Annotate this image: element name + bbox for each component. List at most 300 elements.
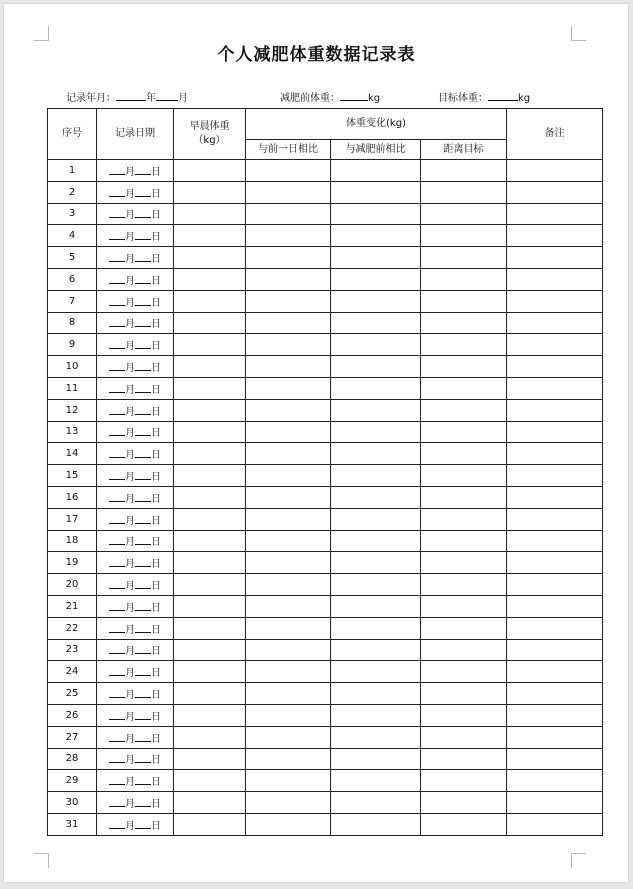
row-vs-pre-diet-cell[interactable]: [331, 661, 421, 683]
row-notes-cell[interactable]: [507, 181, 603, 203]
day-blank[interactable]: [135, 187, 151, 197]
month-blank[interactable]: [109, 753, 125, 763]
row-vs-previous-day-cell[interactable]: [246, 421, 331, 443]
row-index: 28: [48, 748, 97, 770]
table-row: [48, 225, 603, 247]
row-vs-previous-day-cell[interactable]: [246, 639, 331, 661]
row-to-target-cell[interactable]: [421, 399, 507, 421]
day-blank[interactable]: [135, 361, 151, 371]
row-to-target-cell[interactable]: [421, 770, 507, 792]
row-date-cell[interactable]: [97, 704, 174, 726]
day-char: 日: [151, 254, 161, 266]
row-date-cell[interactable]: [97, 334, 174, 356]
row-date-cell[interactable]: [97, 160, 174, 182]
row-vs-previous-day-cell[interactable]: [246, 508, 331, 530]
row-date-cell[interactable]: [97, 421, 174, 443]
day-blank[interactable]: [135, 274, 151, 284]
header-date: 记录日期: [97, 109, 174, 160]
day-blank[interactable]: [135, 165, 151, 175]
document-title: 个人减肥体重数据记录表: [217, 45, 416, 65]
row-notes-cell[interactable]: [507, 290, 603, 312]
row-index: 1: [48, 160, 97, 182]
record-month-label: 记录年月：: [66, 93, 116, 104]
row-vs-previous-day-cell[interactable]: [246, 465, 331, 487]
row-to-target-cell[interactable]: [421, 595, 507, 617]
row-morning-weight-cell[interactable]: [174, 465, 246, 487]
row-morning-weight-cell[interactable]: [174, 377, 246, 399]
day-blank[interactable]: [135, 317, 151, 327]
row-index: 27: [48, 726, 97, 748]
row-to-target-cell[interactable]: [421, 617, 507, 639]
table-row: [48, 813, 603, 835]
day-char: 日: [151, 581, 161, 593]
month-blank[interactable]: [109, 448, 125, 458]
row-notes-cell[interactable]: [507, 748, 603, 770]
row-morning-weight-cell[interactable]: [174, 530, 246, 552]
month-blank[interactable]: [109, 187, 125, 197]
month-blank[interactable]: [109, 492, 125, 502]
row-vs-previous-day-cell[interactable]: [246, 617, 331, 639]
day-blank[interactable]: [135, 710, 151, 720]
row-date-cell[interactable]: [97, 465, 174, 487]
row-vs-previous-day-cell[interactable]: [246, 792, 331, 814]
row-morning-weight-cell[interactable]: [174, 813, 246, 835]
row-morning-weight-cell[interactable]: [174, 574, 246, 596]
row-vs-pre-diet-cell[interactable]: [331, 247, 421, 269]
row-morning-weight-cell[interactable]: [174, 770, 246, 792]
row-vs-pre-diet-cell[interactable]: [331, 334, 421, 356]
row-notes-cell[interactable]: [507, 247, 603, 269]
row-morning-weight-cell[interactable]: [174, 792, 246, 814]
row-notes-cell[interactable]: [507, 465, 603, 487]
row-vs-pre-diet-cell[interactable]: [331, 595, 421, 617]
row-morning-weight-cell[interactable]: [174, 595, 246, 617]
day-char: 日: [151, 602, 161, 614]
row-to-target-cell[interactable]: [421, 247, 507, 269]
day-blank[interactable]: [135, 579, 151, 589]
day-char: 日: [151, 406, 161, 418]
row-vs-previous-day-cell[interactable]: [246, 399, 331, 421]
row-vs-pre-diet-cell[interactable]: [331, 160, 421, 182]
row-morning-weight-cell[interactable]: [174, 334, 246, 356]
row-date-cell[interactable]: [97, 530, 174, 552]
row-to-target-cell[interactable]: [421, 160, 507, 182]
day-blank[interactable]: [135, 753, 151, 763]
day-blank[interactable]: [135, 383, 151, 393]
day-blank[interactable]: [135, 492, 151, 502]
month-char: 月: [125, 210, 135, 222]
row-date-cell[interactable]: [97, 486, 174, 508]
row-morning-weight-cell[interactable]: [174, 203, 246, 225]
row-index: 6: [48, 268, 97, 290]
row-notes-cell[interactable]: [507, 726, 603, 748]
row-vs-previous-day-cell[interactable]: [246, 247, 331, 269]
row-morning-weight-cell[interactable]: [174, 639, 246, 661]
month-blank[interactable]: [109, 797, 125, 807]
row-morning-weight-cell[interactable]: [174, 726, 246, 748]
row-vs-previous-day-cell[interactable]: [246, 160, 331, 182]
row-notes-cell[interactable]: [507, 813, 603, 835]
row-vs-previous-day-cell[interactable]: [246, 268, 331, 290]
day-blank[interactable]: [135, 601, 151, 611]
row-notes-cell[interactable]: [507, 486, 603, 508]
month-char: 月: [125, 559, 135, 571]
month-char: 月: [125, 166, 135, 178]
day-blank[interactable]: [135, 470, 151, 480]
row-notes-cell[interactable]: [507, 312, 603, 334]
row-vs-pre-diet-cell[interactable]: [331, 268, 421, 290]
row-date-cell[interactable]: [97, 268, 174, 290]
row-morning-weight-cell[interactable]: [174, 356, 246, 378]
row-morning-weight-cell[interactable]: [174, 508, 246, 530]
row-date-cell[interactable]: [97, 574, 174, 596]
row-vs-previous-day-cell[interactable]: [246, 661, 331, 683]
row-vs-pre-diet-cell[interactable]: [331, 421, 421, 443]
row-morning-weight-cell[interactable]: [174, 704, 246, 726]
row-vs-previous-day-cell[interactable]: [246, 203, 331, 225]
row-to-target-cell[interactable]: [421, 421, 507, 443]
row-to-target-cell[interactable]: [421, 356, 507, 378]
day-blank[interactable]: [135, 644, 151, 654]
row-date-cell[interactable]: [97, 726, 174, 748]
row-date-cell[interactable]: [97, 813, 174, 835]
row-notes-cell[interactable]: [507, 268, 603, 290]
row-date-cell[interactable]: [97, 247, 174, 269]
month-blank[interactable]: [109, 535, 125, 545]
row-date-cell[interactable]: [97, 225, 174, 247]
month-char: 月: [125, 711, 135, 723]
row-notes-cell[interactable]: [507, 421, 603, 443]
row-date-cell[interactable]: [97, 203, 174, 225]
row-date-cell[interactable]: [97, 595, 174, 617]
month-blank[interactable]: [109, 361, 125, 371]
row-vs-pre-diet-cell[interactable]: [331, 683, 421, 705]
day-blank[interactable]: [135, 339, 151, 349]
month-char: 月: [125, 646, 135, 658]
month-char: 月: [125, 275, 135, 287]
row-vs-pre-diet-cell[interactable]: [331, 356, 421, 378]
month-blank[interactable]: [109, 230, 125, 240]
row-notes-cell[interactable]: [507, 683, 603, 705]
row-to-target-cell[interactable]: [421, 181, 507, 203]
month-blank[interactable]: [109, 557, 125, 567]
row-vs-pre-diet-cell[interactable]: [331, 181, 421, 203]
row-to-target-cell[interactable]: [421, 290, 507, 312]
row-notes-cell[interactable]: [507, 792, 603, 814]
row-notes-cell[interactable]: [507, 595, 603, 617]
row-vs-previous-day-cell[interactable]: [246, 312, 331, 334]
row-morning-weight-cell[interactable]: [174, 443, 246, 465]
month-blank[interactable]: [109, 710, 125, 720]
row-date-cell[interactable]: [97, 443, 174, 465]
month-blank[interactable]: [109, 514, 125, 524]
row-to-target-cell[interactable]: [421, 530, 507, 552]
row-vs-previous-day-cell[interactable]: [246, 704, 331, 726]
row-to-target-cell[interactable]: [421, 465, 507, 487]
row-to-target-cell[interactable]: [421, 726, 507, 748]
row-vs-pre-diet-cell[interactable]: [331, 312, 421, 334]
month-char: 月: [125, 581, 135, 593]
row-vs-pre-diet-cell[interactable]: [331, 290, 421, 312]
row-date-cell[interactable]: [97, 748, 174, 770]
month-blank[interactable]: [109, 623, 125, 633]
row-vs-previous-day-cell[interactable]: [246, 356, 331, 378]
row-to-target-cell[interactable]: [421, 443, 507, 465]
month-blank[interactable]: [109, 688, 125, 698]
row-morning-weight-cell[interactable]: [174, 748, 246, 770]
table-row: [48, 421, 603, 443]
month-blank[interactable]: [109, 208, 125, 218]
row-vs-previous-day-cell[interactable]: [246, 443, 331, 465]
row-date-cell[interactable]: [97, 552, 174, 574]
month-blank[interactable]: [109, 601, 125, 611]
row-vs-pre-diet-cell[interactable]: [331, 508, 421, 530]
row-morning-weight-cell[interactable]: [174, 268, 246, 290]
row-vs-pre-diet-cell[interactable]: [331, 574, 421, 596]
row-vs-pre-diet-cell[interactable]: [331, 225, 421, 247]
row-vs-previous-day-cell[interactable]: [246, 683, 331, 705]
month-blank[interactable]: [109, 339, 125, 349]
row-morning-weight-cell[interactable]: [174, 486, 246, 508]
row-to-target-cell[interactable]: [421, 683, 507, 705]
row-index: 30: [48, 792, 97, 814]
month-blank[interactable]: [109, 252, 125, 262]
row-vs-previous-day-cell[interactable]: [246, 574, 331, 596]
table-row: [48, 399, 603, 421]
row-date-cell[interactable]: [97, 508, 174, 530]
row-morning-weight-cell[interactable]: [174, 552, 246, 574]
row-vs-previous-day-cell[interactable]: [246, 726, 331, 748]
month-blank[interactable]: [109, 383, 125, 393]
row-to-target-cell[interactable]: [421, 225, 507, 247]
row-vs-previous-day-cell[interactable]: [246, 181, 331, 203]
row-vs-pre-diet-cell[interactable]: [331, 792, 421, 814]
row-notes-cell[interactable]: [507, 639, 603, 661]
row-index: 20: [48, 574, 97, 596]
row-notes-cell[interactable]: [507, 443, 603, 465]
day-char: 日: [151, 755, 161, 767]
day-blank[interactable]: [135, 535, 151, 545]
day-blank[interactable]: [135, 797, 151, 807]
month-char: 月: [125, 188, 135, 200]
row-morning-weight-cell[interactable]: [174, 290, 246, 312]
row-index: 16: [48, 486, 97, 508]
month-blank[interactable]: [109, 819, 125, 829]
row-to-target-cell[interactable]: [421, 377, 507, 399]
year-blank[interactable]: [116, 91, 146, 101]
day-char: 日: [151, 384, 161, 396]
row-morning-weight-cell[interactable]: [174, 421, 246, 443]
row-notes-cell[interactable]: [507, 399, 603, 421]
target-weight-blank[interactable]: [488, 91, 518, 101]
month-char: 月: [125, 384, 135, 396]
row-vs-previous-day-cell[interactable]: [246, 813, 331, 835]
table-row: [48, 574, 603, 596]
row-notes-cell[interactable]: [507, 661, 603, 683]
row-vs-pre-diet-cell[interactable]: [331, 617, 421, 639]
day-char: 日: [151, 646, 161, 658]
row-index: 12: [48, 399, 97, 421]
month-blank[interactable]: [109, 426, 125, 436]
row-notes-cell[interactable]: [507, 704, 603, 726]
row-notes-cell[interactable]: [507, 356, 603, 378]
row-notes-cell[interactable]: [507, 574, 603, 596]
row-to-target-cell[interactable]: [421, 813, 507, 835]
row-vs-previous-day-cell[interactable]: [246, 334, 331, 356]
row-index: 24: [48, 661, 97, 683]
row-to-target-cell[interactable]: [421, 792, 507, 814]
row-vs-previous-day-cell[interactable]: [246, 530, 331, 552]
row-vs-previous-day-cell[interactable]: [246, 225, 331, 247]
month-blank[interactable]: [109, 666, 125, 676]
month-blank[interactable]: [109, 296, 125, 306]
day-blank[interactable]: [135, 623, 151, 633]
row-morning-weight-cell[interactable]: [174, 661, 246, 683]
day-blank[interactable]: [135, 557, 151, 567]
row-vs-pre-diet-cell[interactable]: [331, 813, 421, 835]
row-vs-pre-diet-cell[interactable]: [331, 530, 421, 552]
row-date-cell[interactable]: [97, 312, 174, 334]
row-morning-weight-cell[interactable]: [174, 160, 246, 182]
row-vs-previous-day-cell[interactable]: [246, 552, 331, 574]
row-to-target-cell[interactable]: [421, 508, 507, 530]
row-vs-pre-diet-cell[interactable]: [331, 726, 421, 748]
row-vs-pre-diet-cell[interactable]: [331, 377, 421, 399]
row-vs-pre-diet-cell[interactable]: [331, 639, 421, 661]
row-notes-cell[interactable]: [507, 334, 603, 356]
day-blank[interactable]: [135, 775, 151, 785]
row-vs-pre-diet-cell[interactable]: [331, 399, 421, 421]
day-blank[interactable]: [135, 688, 151, 698]
row-vs-pre-diet-cell[interactable]: [331, 748, 421, 770]
day-blank[interactable]: [135, 426, 151, 436]
row-to-target-cell[interactable]: [421, 574, 507, 596]
row-date-cell[interactable]: [97, 639, 174, 661]
day-blank[interactable]: [135, 514, 151, 524]
row-to-target-cell[interactable]: [421, 704, 507, 726]
month-blank[interactable]: [109, 165, 125, 175]
row-notes-cell[interactable]: [507, 770, 603, 792]
row-vs-previous-day-cell[interactable]: [246, 770, 331, 792]
row-morning-weight-cell[interactable]: [174, 225, 246, 247]
row-vs-previous-day-cell[interactable]: [246, 486, 331, 508]
row-notes-cell[interactable]: [507, 617, 603, 639]
row-to-target-cell[interactable]: [421, 661, 507, 683]
row-to-target-cell[interactable]: [421, 312, 507, 334]
row-notes-cell[interactable]: [507, 530, 603, 552]
table-row: [48, 683, 603, 705]
row-vs-pre-diet-cell[interactable]: [331, 552, 421, 574]
row-morning-weight-cell[interactable]: [174, 399, 246, 421]
row-notes-cell[interactable]: [507, 508, 603, 530]
row-vs-pre-diet-cell[interactable]: [331, 704, 421, 726]
row-morning-weight-cell[interactable]: [174, 247, 246, 269]
row-to-target-cell[interactable]: [421, 552, 507, 574]
row-morning-weight-cell[interactable]: [174, 617, 246, 639]
table-row: [48, 356, 603, 378]
row-to-target-cell[interactable]: [421, 203, 507, 225]
day-blank[interactable]: [135, 208, 151, 218]
row-vs-previous-day-cell[interactable]: [246, 290, 331, 312]
month-blank[interactable]: [109, 644, 125, 654]
month-blank[interactable]: [109, 775, 125, 785]
row-to-target-cell[interactable]: [421, 486, 507, 508]
day-blank[interactable]: [135, 230, 151, 240]
row-vs-pre-diet-cell[interactable]: [331, 203, 421, 225]
day-blank[interactable]: [135, 819, 151, 829]
row-date-cell[interactable]: [97, 356, 174, 378]
day-blank[interactable]: [135, 666, 151, 676]
row-date-cell[interactable]: [97, 683, 174, 705]
row-date-cell[interactable]: [97, 290, 174, 312]
month-blank[interactable]: [109, 732, 125, 742]
month-blank[interactable]: [109, 405, 125, 415]
pre-weight-blank[interactable]: [340, 91, 368, 101]
row-notes-cell[interactable]: [507, 552, 603, 574]
day-blank[interactable]: [135, 252, 151, 262]
day-blank[interactable]: [135, 732, 151, 742]
month-blank[interactable]: [156, 91, 178, 101]
day-char: 日: [151, 624, 161, 636]
row-notes-cell[interactable]: [507, 203, 603, 225]
row-to-target-cell[interactable]: [421, 334, 507, 356]
row-vs-pre-diet-cell[interactable]: [331, 486, 421, 508]
day-char: 日: [151, 799, 161, 810]
day-blank[interactable]: [135, 296, 151, 306]
row-vs-previous-day-cell[interactable]: [246, 377, 331, 399]
row-date-cell[interactable]: [97, 617, 174, 639]
row-index: 4: [48, 225, 97, 247]
row-to-target-cell[interactable]: [421, 639, 507, 661]
row-vs-pre-diet-cell[interactable]: [331, 443, 421, 465]
day-blank[interactable]: [135, 448, 151, 458]
row-date-cell[interactable]: [97, 792, 174, 814]
row-notes-cell[interactable]: [507, 377, 603, 399]
table-row: [48, 203, 603, 225]
row-date-cell[interactable]: [97, 661, 174, 683]
row-index: 23: [48, 639, 97, 661]
pre-weight-label: 减肥前体重：: [280, 93, 340, 104]
row-morning-weight-cell[interactable]: [174, 312, 246, 334]
row-date-cell[interactable]: [97, 399, 174, 421]
row-to-target-cell[interactable]: [421, 268, 507, 290]
table-row: [48, 486, 603, 508]
month-blank[interactable]: [109, 274, 125, 284]
row-vs-pre-diet-cell[interactable]: [331, 770, 421, 792]
row-index: 22: [48, 617, 97, 639]
row-vs-previous-day-cell[interactable]: [246, 595, 331, 617]
row-morning-weight-cell[interactable]: [174, 181, 246, 203]
row-notes-cell[interactable]: [507, 160, 603, 182]
month-char: 月: [125, 690, 135, 702]
row-date-cell[interactable]: [97, 181, 174, 203]
day-char: 日: [151, 820, 161, 832]
day-blank[interactable]: [135, 405, 151, 415]
row-to-target-cell[interactable]: [421, 748, 507, 770]
row-morning-weight-cell[interactable]: [174, 683, 246, 705]
row-vs-previous-day-cell[interactable]: [246, 748, 331, 770]
month-char: 月: [125, 777, 135, 789]
row-notes-cell[interactable]: [507, 225, 603, 247]
row-vs-pre-diet-cell[interactable]: [331, 465, 421, 487]
month-char: 月: [125, 472, 135, 484]
month-blank[interactable]: [109, 317, 125, 327]
row-date-cell[interactable]: [97, 377, 174, 399]
row-date-cell[interactable]: [97, 770, 174, 792]
month-blank[interactable]: [109, 470, 125, 480]
month-blank[interactable]: [109, 579, 125, 589]
day-char: 日: [151, 690, 161, 702]
